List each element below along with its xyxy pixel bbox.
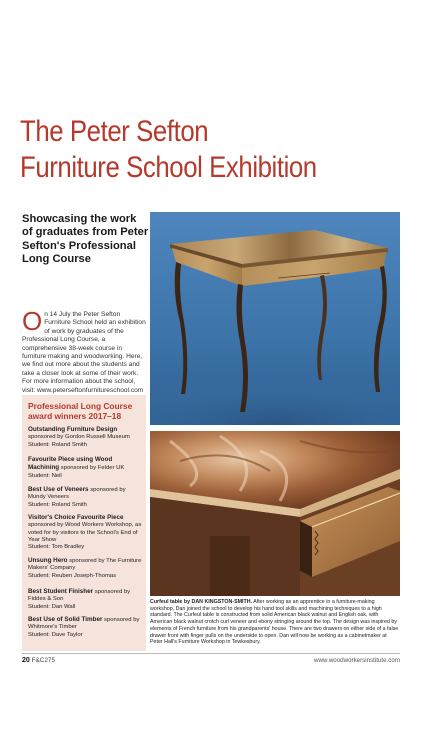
award-name: Best Use of Solid Timber [28,616,103,623]
page-number: 20 [22,657,30,664]
award-item [28,588,144,611]
award-item [28,557,144,580]
award-name: Best Student Finisher [28,588,94,595]
award-detail: sponsored by Gordon Russell Museum [28,434,130,441]
award-student: Student: Dave Taylor [28,631,83,638]
award-name: Best Use of Veneers [28,486,89,493]
award-detail: sponsored by Whitmore's Timber [28,617,140,631]
page-folio [22,657,55,664]
footer-divider [22,653,400,654]
award-student: Student: Dan Wall [28,603,76,610]
award-item [28,486,144,509]
award-detail: sponsored by Fiddes & Son [28,589,131,603]
drawer-detail-photo [150,431,400,596]
award-name: Visitor's Choice Favourite Piece [28,514,124,521]
award-name: Outstanding Furniture Design [28,426,118,433]
award-student: Student: Reuben Joseph-Thomas [28,572,117,579]
caption-text: After working as an apprentice in a furniture-making workshop, Dan joined the school to develop his hand tool skills and machining techniques to a high standard. The Curfeul table is constructed from solid American black walnut and English oak, with American black walnut crotch curl veneer and ebony stringing around the top. The design was inspired by elements of French furniture from his grandparents' house. There are two drawers on either side of a false drawer front with finger pulls on the underside to open. Dan will now be working as a cabinetmaker at Peter Hall's Furniture Workshop in Tewkesbury. [150,599,399,646]
title-line-2: Furniture School Exhibition [20,151,317,184]
issue-number: F&C275 [31,657,56,664]
intro-text: n 14 July the Peter Sefton Furniture School held an exhibition of work by graduates of the Professional Long Course, a comprehensive 38-week course in furniture making and woodworking. Here, we find out more about the students and take a closer look at some of their work. For more information about the school, visit: www.peterseftonfurnitureschool.com [22,311,146,394]
award-name: Favourite Piece using Wood Machining [28,456,113,472]
awards-heading: Professional Long Course award winners 2017–18 [28,401,133,422]
awards-sidebar [22,395,146,651]
award-item [28,514,144,551]
intro-paragraph [22,306,146,395]
title-line-1: The Peter Sefton [20,115,209,148]
award-name: Unsung Hero [28,557,68,564]
drop-cap: O [22,306,43,336]
award-student: Student: Tom Bradley [28,544,85,551]
award-detail: sponsored by Mundy Veneers [28,487,126,501]
photo-caption [150,599,400,646]
caption-lead: Curfeul table by DAN KINGSTON-SMITH. [150,599,253,605]
award-item [28,616,144,639]
website-url: www.woodworkersinstitute.com [314,657,400,664]
award-detail: sponsored by The Furniture Makers' Company [28,558,142,572]
award-detail: sponsored by Felder UK [59,465,125,472]
article-subtitle: Showcasing the work of graduates from Peter Sefton's Professional Long Course [22,213,149,266]
table-photo [150,212,400,425]
page-title [20,114,355,186]
award-student: Student: Neil [28,472,62,479]
award-item [28,456,144,480]
award-student: Student: Roland Smith [28,441,87,448]
award-item [28,426,144,449]
award-detail: sponsored by Wood Workers Workshop, as voted for by visitors to the School's End of Year Show [28,522,142,543]
award-student: Student: Roland Smith [28,501,87,508]
